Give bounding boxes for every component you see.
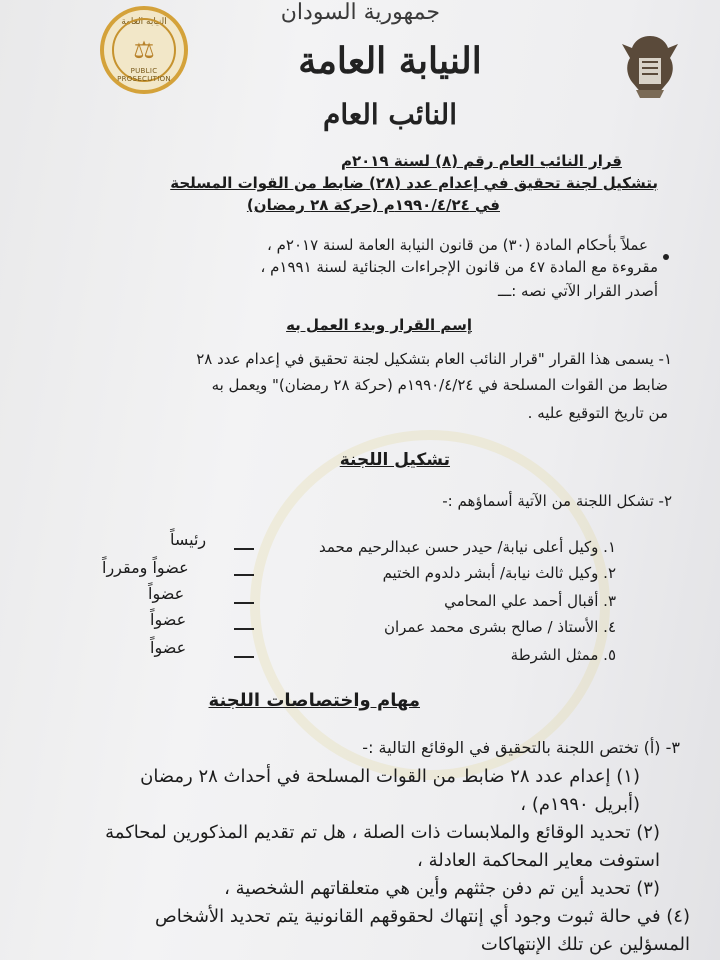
preamble-line-1: عملاً بأحكام المادة (٣٠) من قانون النيابة العامة لسنة ٢٠١٧م ،: [267, 236, 648, 254]
member-name: ٢. وكيل ثالث نيابة/ أبشر دلدوم الختيم: [382, 564, 616, 582]
section-1-line-1: ١- يسمى هذا القرار "قرار النائب العام بتشكيل لجنة تحقيق في إعدام عدد ٢٨: [196, 350, 672, 368]
task-item: استوفت معاير المحاكمة العادلة ،: [417, 850, 660, 871]
page-title: النائب العام: [322, 98, 457, 131]
sudan-emblem-icon: [612, 28, 688, 104]
section-1-line-2: ضابط من القوات المسلحة في ١٩٩٠/٤/٢٤م (حركة ٢٨ رمضان)" ويعمل به: [211, 376, 668, 394]
preamble-line-2: مقروءة مع المادة ٤٧ من قانون الإجراءات الجنائية لسنة ١٩٩١م ،: [260, 258, 658, 276]
member-role: عضواً: [150, 610, 187, 629]
member-name: ٥. ممثل الشرطة: [510, 646, 616, 664]
decision-line-1: قرار النائب العام رقم (٨) لسنة ٢٠١٩م: [340, 152, 622, 170]
public-prosecution-seal: [100, 6, 188, 94]
task-item: المسؤلين عن تلك الإنتهاكات: [480, 934, 690, 955]
dash-separator: [234, 574, 254, 576]
member-name: ٣. أقبال أحمد علي المحامي: [444, 592, 616, 610]
section-2-heading: تشكيل اللجنة: [339, 450, 450, 470]
member-name: ٤. الأستاذ / صالح بشرى محمد عمران: [383, 618, 616, 636]
member-role: رئيساً: [170, 530, 207, 549]
section-2-intro: ٢- تشكل اللجنة من الآتية أسماؤهم :-: [442, 492, 672, 510]
member-name: ١. وكيل أعلى نيابة/ حيدر حسن عبدالرحيم محمد: [318, 538, 616, 556]
task-item: (٢) تحديد الوقائع والملابسات ذات الصلة ، هل تم تقديم المذكورين لمحاكمة: [105, 822, 660, 843]
dash-separator: [234, 656, 254, 658]
section-1-line-3: من تاريخ التوقيع عليه .: [527, 404, 668, 422]
seal-top-text: النيابة العامة: [121, 17, 167, 27]
task-item: (أبريل ١٩٩٠م) ،: [520, 794, 640, 815]
task-item: (٤) في حالة ثبوت وجود أي إنتهاك لحقوقهم القانونية يتم تحديد الأشخاص: [154, 906, 690, 927]
preamble-line-3: أصدر القرار الآتي نصه :ـــ: [498, 282, 658, 300]
task-item: (٣) تحديد أين تم دفن جثثهم وأين هي متعلقاتهم الشخصية ،: [224, 878, 660, 899]
republic-header: جمهورية السودان: [280, 0, 440, 25]
decision-line-2: بتشكيل لجنة تحقيق في إعدام عدد (٢٨) ضابط من القوات المسلحة: [170, 174, 658, 192]
dash-separator: [234, 548, 254, 550]
dash-separator: [234, 602, 254, 604]
section-1-heading: إسم القرار وبدء العمل به: [286, 316, 472, 334]
section-3-heading: مهام واختصاصات اللجنة: [208, 690, 420, 711]
decision-line-3: في ١٩٩٠/٤/٢٤م (حركة ٢٨ رمضان): [246, 196, 500, 214]
bullet-icon: [663, 254, 669, 260]
seal-bottom-text: PUBLIC PROSECUTION: [117, 67, 171, 83]
member-role: عضواً: [150, 638, 187, 657]
scales-icon: ⚖: [112, 18, 176, 82]
member-role: عضواً: [148, 584, 185, 603]
member-role: عضواً ومقرراً: [102, 558, 189, 577]
organization-name: النيابة العامة: [298, 40, 482, 82]
section-3-intro: ٣- (أ) تختص اللجنة بالتحقيق في الوقائع التالية :-: [362, 738, 680, 757]
task-item: (١) إعدام عدد ٢٨ ضابط من القوات المسلحة في أحداث ٢٨ رمضان: [140, 766, 640, 787]
dash-separator: [234, 628, 254, 630]
